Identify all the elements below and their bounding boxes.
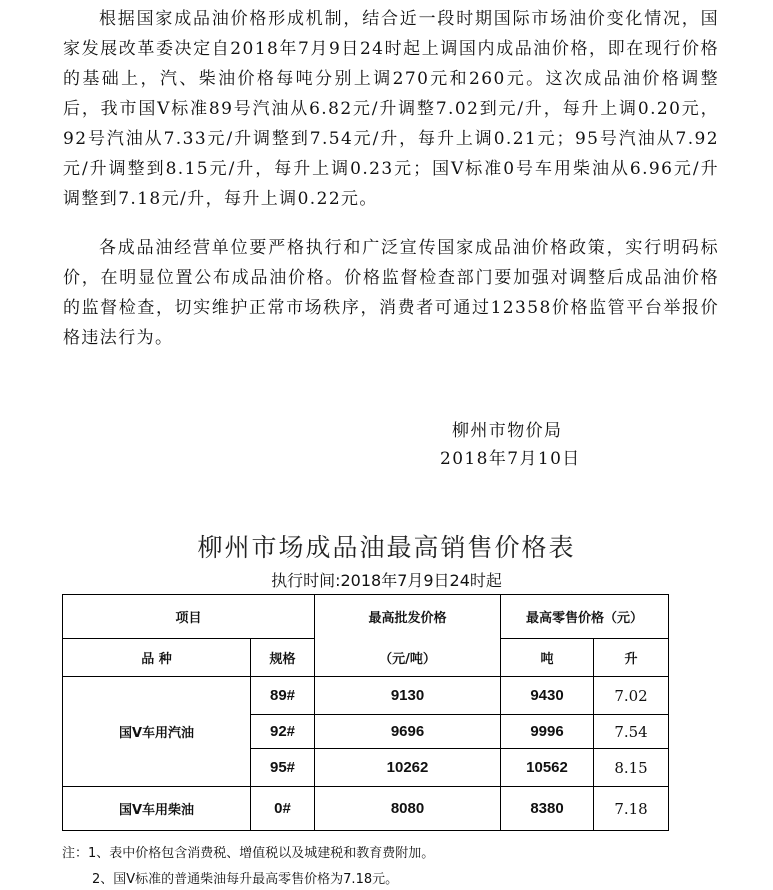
gasoline-92-spec: 92# — [251, 715, 315, 749]
header-ton: 吨 — [501, 639, 594, 677]
notice-paragraph-2: 各成品油经营单位要严格执行和广泛宣传国家成品油价格政策，实行明码标价，在明显位置公布成品油价格。价格监督检查部门要加强对调整后成品油价格的监督检查，切实维护正常市场秩序，消费者可通过12358价格监管平台举报价格违法行为。 — [63, 238, 719, 348]
diesel-retail-ton: 8380 — [501, 787, 594, 831]
gasoline-95-retail-liter: 8.15 — [594, 749, 669, 787]
header-wholesale: 最高批发价格 — [315, 595, 501, 639]
table-subheader-row — [63, 639, 669, 677]
signature-date: 2018年7月10日 — [440, 449, 581, 469]
signature-organization: 柳州市物价局 — [452, 421, 563, 441]
table-header-row — [63, 595, 669, 639]
gasoline-89-retail-liter: 7.02 — [594, 677, 669, 715]
gasoline-89-retail-ton: 9430 — [501, 677, 594, 715]
gasoline-95-retail-ton: 10562 — [501, 749, 594, 787]
gasoline-89-wholesale: 9130 — [315, 677, 501, 715]
price-table — [62, 594, 669, 831]
gasoline-92-retail-ton: 9996 — [501, 715, 594, 749]
gasoline-95-spec: 95# — [251, 749, 315, 787]
header-wholesale-unit: （元/吨） — [315, 639, 501, 677]
gasoline-92-retail-liter: 7.54 — [594, 715, 669, 749]
gasoline-95-wholesale: 10262 — [315, 749, 501, 787]
diesel-wholesale: 8080 — [315, 787, 501, 831]
header-liter: 升 — [594, 639, 669, 677]
header-retail: 最高零售价格（元） — [501, 595, 669, 639]
diesel-spec: 0# — [251, 787, 315, 831]
table-note-1: 注：1、表中价格包含消费税、增值税以及城建税和教育费附加。 — [62, 846, 435, 861]
header-variety: 品 种 — [63, 639, 251, 677]
gasoline-variety: 国Ⅴ车用汽油 — [63, 677, 251, 787]
effective-time: 执行时间:2018年7月9日24时起 — [271, 571, 502, 590]
notice-paragraph-1: 根据国家成品油价格形成机制，结合近一段时期国际市场油价变化情况，国家发展改革委决定自2018年7月9日24时起上调国内成品油价格，即在现行价格的基础上，汽、柴油价格每吨分别上调270元和260元。这次成品油价格调整后，我市国Ⅴ标准89号汽油从6.82元/升调整7.02到元/升，每升上调0.20元，92号汽油从7.33元/升调整到7.54元/升，每升上调0.21元；95号汽油从7.92元/升调整到8.15元/升，每升上调0.23元；国Ⅴ标准0号车用柴油从6.96元/升调整到7.18元/升，每升上调0.22元。 — [63, 9, 719, 209]
table-row — [63, 787, 669, 831]
diesel-variety: 国Ⅴ车用柴油 — [63, 787, 251, 831]
table-title: 柳州市场成品油最高销售价格表 — [197, 533, 576, 562]
gasoline-92-wholesale: 9696 — [315, 715, 501, 749]
diesel-retail-liter: 7.18 — [594, 787, 669, 831]
header-item: 项目 — [63, 595, 315, 639]
table-note-2: 2、国Ⅴ标准的普通柴油每升最高零售价格为7.18元。 — [92, 872, 399, 887]
gasoline-89-spec: 89# — [251, 677, 315, 715]
header-spec: 规格 — [251, 639, 315, 677]
table-row — [63, 677, 669, 715]
